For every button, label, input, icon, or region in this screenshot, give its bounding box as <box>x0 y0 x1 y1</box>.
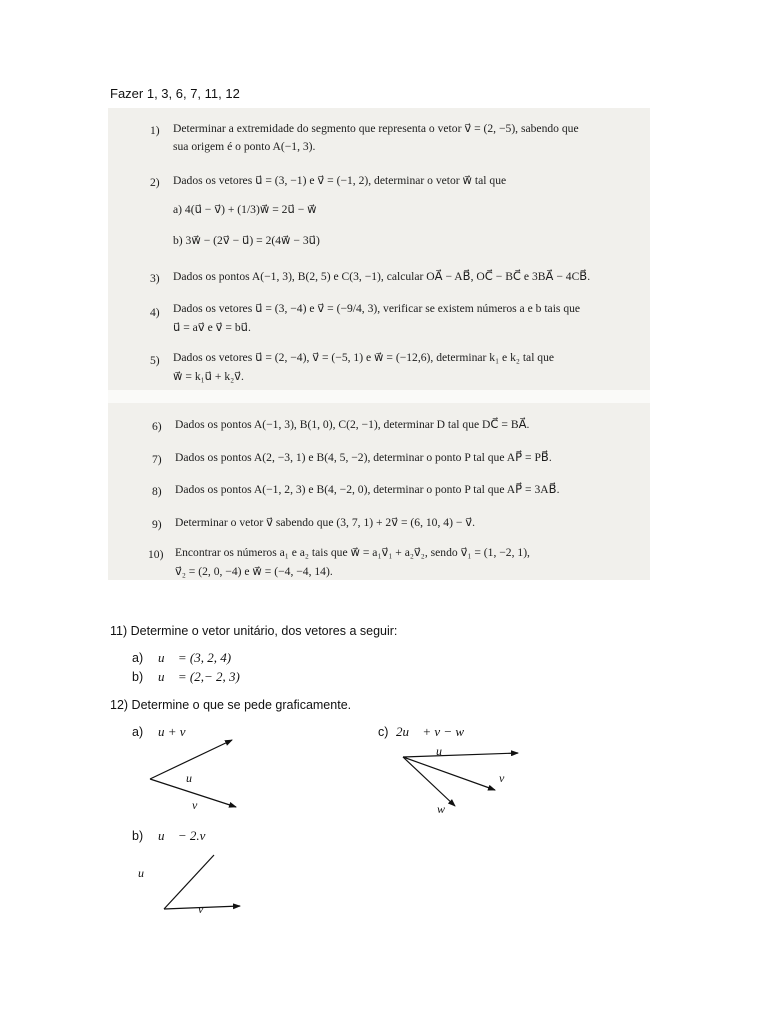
problem-6-line-1: Dados os pontos A(−1, 3), B(1, 0), C(2, −1), determinar D tal que DC⃗ = BA⃗. <box>175 418 530 431</box>
question-12-item-label: b) <box>132 829 144 843</box>
problem-number: 1) <box>150 124 160 137</box>
vector-v-arrow <box>403 757 495 790</box>
problem-5-line-2: w⃗ = k₁u⃗ + k₂v⃗. <box>173 370 244 383</box>
vector-w-label: w⃗ <box>437 802 455 816</box>
question-11-vector-b: u⃗ = (2,− 2, 3) <box>158 669 240 684</box>
problem-number: 9) <box>152 518 162 531</box>
problem-9-line-1: Determinar o vetor v⃗ sabendo que (3, 7, 1) + 2v⃗ = (6, 10, 4) − v⃗. <box>175 516 476 529</box>
problem-number: 2) <box>150 176 160 189</box>
assignment-header: Fazer 1, 3, 6, 7, 11, 12 <box>110 86 240 101</box>
problem-10-line-1: Encontrar os números a₁ e a₂ tais que w⃗ = a₁v⃗₁ + a₂v⃗₂, sendo v⃗₁ = (1, −2, 1), <box>175 546 530 559</box>
problem-3-line-1: Dados os pontos A(−1, 3), B(2, 5) e C(3, −1), calcular OA⃗ − AB⃗, OC⃗ − BC⃗ e 3BA⃗ − 4CB⃗. <box>173 270 591 283</box>
question-12-item-label: c) <box>378 725 389 739</box>
question-12-expr-c: 2u⃗ + v − w <box>396 724 465 739</box>
problem-4-line-1: Dados os vetores u⃗ = (3, −4) e v⃗ = (−9/4, 3), verificar se existem números a e b tais que <box>173 302 581 315</box>
vector-u-label: u⃗ <box>186 771 202 785</box>
problem-number: 8) <box>152 485 162 498</box>
problem-7-line-1: Dados os pontos A(2, −3, 1) e B(4, 5, −2), determinar o ponto P tal que AP⃗ = PB⃗. <box>175 451 552 464</box>
question-12-item-label: a) <box>132 725 144 739</box>
problem-number: 7) <box>152 453 162 466</box>
question-11-title: 11) Determine o vetor unitário, dos vetores a seguir: <box>110 624 398 638</box>
vector-u-segment <box>164 855 214 909</box>
problem-1-line-2: sua origem é o ponto A(−1, 3). <box>173 140 316 153</box>
problem-4-line-2: u⃗ = av⃗ e v⃗ = bu⃗. <box>173 321 251 334</box>
diagram-b <box>164 855 240 909</box>
problem-number: 5) <box>150 354 160 367</box>
vector-v-label: v <box>499 771 505 785</box>
problem-2-item-a: a) 4(u⃗ − v⃗) + (1/3)w⃗ = 2u⃗ − w⃗ <box>173 203 317 216</box>
problem-number: 4) <box>150 306 160 319</box>
vector-u-label: u⃗ <box>436 744 452 758</box>
vector-v-label: v⃗ <box>198 902 213 916</box>
question-12-expr-a: u + v <box>158 724 186 739</box>
question-12-expr-b: u⃗ − 2.v⃗ <box>158 828 216 843</box>
question-11-item-label: b) <box>132 670 144 684</box>
problem-number: 10) <box>148 548 164 561</box>
question-12-title: 12) Determine o que se pede graficamente. <box>110 698 352 712</box>
vector-u-arrow <box>403 753 518 757</box>
problem-number: 3) <box>150 272 160 285</box>
problem-2-item-b: b) 3w⃗ − (2v⃗ − u⃗) = 2(4w⃗ − 3u⃗) <box>173 234 320 247</box>
problem-number: 6) <box>152 420 162 433</box>
problem-10-line-2: v⃗₂ = (2, 0, −4) e w⃗ = (−4, −4, 14). <box>175 565 333 578</box>
vector-u-label: u⃗ <box>138 866 154 880</box>
problem-8-line-1: Dados os pontos A(−1, 2, 3) e B(4, −2, 0), determinar o ponto P tal que AP⃗ = 3AB⃗. <box>175 483 560 496</box>
problem-2-line-1: Dados os vetores u⃗ = (3, −1) e v⃗ = (−1, 2), determinar o vetor w⃗ tal que <box>173 174 507 187</box>
vector-w-arrow <box>403 757 455 806</box>
question-11-vector-a: u⃗ = (3, 2, 4) <box>158 650 232 665</box>
vector-v-label: v⃗ <box>192 798 207 812</box>
question-11-item-label: a) <box>132 651 144 665</box>
problem-1-line-1: Determinar a extremidade do segmento que representa o vetor v⃗ = (2, −5), sabendo que <box>173 122 579 135</box>
problem-5-line-1: Dados os vetores u⃗ = (2, −4), v⃗ = (−5, 1) e w⃗ = (−12,6), determinar k₁ e k₂ tal que <box>173 351 555 364</box>
